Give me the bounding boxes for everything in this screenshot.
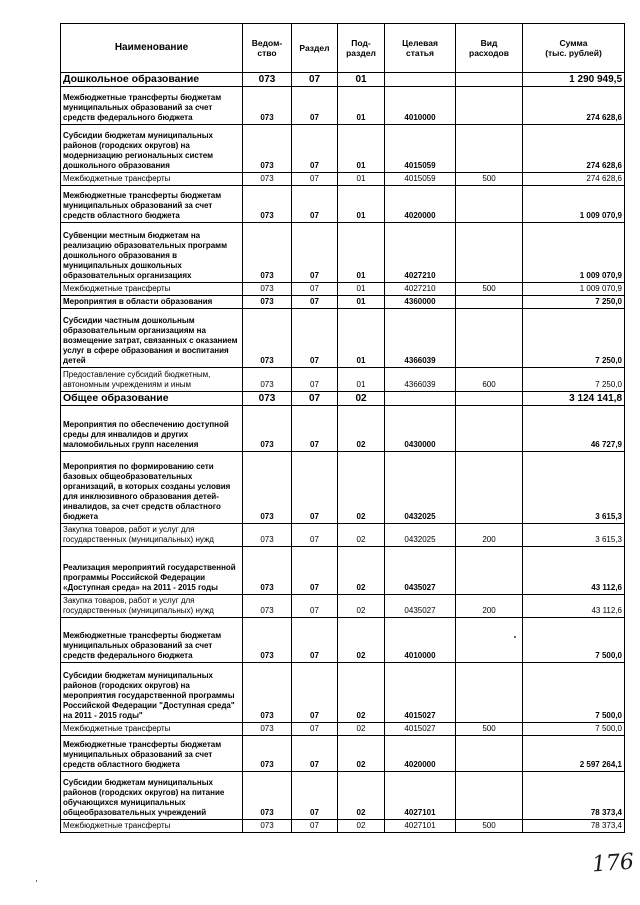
cell-name: Предоставление субсидий бюджетным, автономным учреждениям и иным	[61, 368, 243, 392]
cell-vid-rashodov	[456, 547, 523, 595]
cell-name: Межбюджетные трансферты	[61, 283, 243, 296]
table-row	[61, 73, 625, 87]
cell-razdel: 07	[292, 618, 338, 663]
cell-summa: 1 009 070,9	[523, 283, 625, 296]
cell-podrazdel: 02	[338, 452, 385, 524]
cell-vedomstvo: 073	[243, 223, 292, 283]
cell-celevaya-statya: 0432025	[385, 452, 456, 524]
cell-name: Закупка товаров, работ и услуг для государственных (муниципальных) нужд	[61, 595, 243, 618]
scan-mark	[36, 880, 37, 882]
cell-podrazdel: 02	[338, 772, 385, 820]
handwritten-page-number: 176	[591, 849, 635, 878]
cell-razdel: 07	[292, 736, 338, 772]
cell-celevaya-statya: 4015027	[385, 723, 456, 736]
cell-name: Межбюджетные трансферты бюджетам муниципальных образований за счет средств федерального бюджета	[61, 618, 243, 663]
cell-celevaya-statya: 0435027	[385, 595, 456, 618]
cell-celevaya-statya: 4366039	[385, 309, 456, 368]
cell-razdel: 07	[292, 772, 338, 820]
cell-podrazdel: 02	[338, 723, 385, 736]
cell-summa: 274 628,6	[523, 87, 625, 125]
cell-celevaya-statya: 4366039	[385, 368, 456, 392]
cell-vedomstvo: 073	[243, 452, 292, 524]
cell-summa: 7 500,0	[523, 618, 625, 663]
cell-podrazdel: 02	[338, 820, 385, 833]
header-summa: Сумма (тыс. рублей)	[523, 24, 625, 73]
cell-vedomstvo: 073	[243, 392, 292, 406]
cell-celevaya-statya: 4010000	[385, 87, 456, 125]
cell-vid-rashodov: 500	[456, 723, 523, 736]
cell-name: Межбюджетные трансферты	[61, 723, 243, 736]
table-row	[61, 547, 625, 595]
budget-table	[60, 23, 625, 833]
header-razdel: Раздел	[292, 24, 338, 73]
cell-celevaya-statya: 0430000	[385, 406, 456, 452]
cell-vedomstvo: 073	[243, 186, 292, 223]
cell-name: Дошкольное образование	[61, 73, 243, 87]
cell-vid-rashodov	[456, 309, 523, 368]
cell-vedomstvo: 073	[243, 173, 292, 186]
header-vedomstvo: Ведом- ство	[243, 24, 292, 73]
cell-name: Субвенции местным бюджетам на реализацию образовательных программ дошкольного образования в муниципальных дошкольных образовательных организациях	[61, 223, 243, 283]
table-row	[61, 595, 625, 618]
cell-vedomstvo: 073	[243, 820, 292, 833]
cell-celevaya-statya: 4027210	[385, 223, 456, 283]
cell-vedomstvo: 073	[243, 73, 292, 87]
table-row	[61, 392, 625, 406]
table-row	[61, 309, 625, 368]
table-row	[61, 723, 625, 736]
cell-summa: 7 250,0	[523, 309, 625, 368]
cell-celevaya-statya: 4020000	[385, 736, 456, 772]
cell-summa: 3 124 141,8	[523, 392, 625, 406]
cell-vid-rashodov: 500	[456, 283, 523, 296]
header-celevaya-statya: Целевая статья	[385, 24, 456, 73]
cell-vedomstvo: 073	[243, 125, 292, 173]
table-row	[61, 820, 625, 833]
cell-razdel: 07	[292, 452, 338, 524]
cell-podrazdel: 02	[338, 547, 385, 595]
cell-vid-rashodov	[456, 125, 523, 173]
cell-podrazdel: 01	[338, 283, 385, 296]
cell-vid-rashodov	[456, 87, 523, 125]
cell-summa: 1 290 949,5	[523, 73, 625, 87]
cell-podrazdel: 02	[338, 392, 385, 406]
cell-summa: 274 628,6	[523, 173, 625, 186]
cell-summa: 46 727,9	[523, 406, 625, 452]
table-row	[61, 618, 625, 663]
cell-razdel: 07	[292, 173, 338, 186]
cell-razdel: 07	[292, 406, 338, 452]
cell-vid-rashodov	[456, 186, 523, 223]
cell-podrazdel: 02	[338, 618, 385, 663]
header-row	[61, 24, 625, 73]
cell-name: Межбюджетные трансферты бюджетам муниципальных образований за счет средств областного бюджета	[61, 186, 243, 223]
cell-summa: 43 112,6	[523, 547, 625, 595]
table-row	[61, 186, 625, 223]
cell-vid-rashodov: 200	[456, 524, 523, 547]
cell-razdel: 07	[292, 547, 338, 595]
cell-celevaya-statya: 4027101	[385, 820, 456, 833]
cell-vedomstvo: 073	[243, 87, 292, 125]
cell-vid-rashodov	[456, 663, 523, 723]
cell-vedomstvo: 073	[243, 595, 292, 618]
cell-summa: 7 250,0	[523, 296, 625, 309]
cell-podrazdel: 01	[338, 296, 385, 309]
cell-podrazdel: 01	[338, 368, 385, 392]
cell-vedomstvo: 073	[243, 663, 292, 723]
cell-vid-rashodov	[456, 392, 523, 406]
cell-name: Закупка товаров, работ и услуг для государственных (муниципальных) нужд	[61, 524, 243, 547]
cell-summa: 274 628,6	[523, 125, 625, 173]
cell-razdel: 07	[292, 73, 338, 87]
cell-podrazdel: 01	[338, 309, 385, 368]
table-body	[61, 73, 625, 833]
cell-podrazdel: 02	[338, 406, 385, 452]
cell-name: Мероприятия по обеспечению доступной среды для инвалидов и других маломобильных групп населения	[61, 406, 243, 452]
cell-vid-rashodov	[456, 772, 523, 820]
table-row	[61, 368, 625, 392]
cell-celevaya-statya: 4015059	[385, 125, 456, 173]
cell-podrazdel: 01	[338, 87, 385, 125]
scan-speck	[514, 636, 516, 638]
table-row	[61, 663, 625, 723]
table-row	[61, 296, 625, 309]
cell-podrazdel: 02	[338, 524, 385, 547]
table-row	[61, 87, 625, 125]
cell-vedomstvo: 073	[243, 547, 292, 595]
cell-vid-rashodov: 600	[456, 368, 523, 392]
cell-summa: 1 009 070,9	[523, 186, 625, 223]
table-row	[61, 283, 625, 296]
table-row	[61, 125, 625, 173]
cell-podrazdel: 01	[338, 223, 385, 283]
cell-razdel: 07	[292, 125, 338, 173]
cell-summa: 3 615,3	[523, 452, 625, 524]
table-row	[61, 524, 625, 547]
table-row	[61, 223, 625, 283]
cell-vedomstvo: 073	[243, 406, 292, 452]
cell-podrazdel: 01	[338, 73, 385, 87]
cell-name: Межбюджетные трансферты бюджетам муниципальных образований за счет средств областного бюджета	[61, 736, 243, 772]
cell-name: Межбюджетные трансферты	[61, 820, 243, 833]
cell-name: Субсидии бюджетам муниципальных районов (городских округов) на модернизацию региональных систем дошкольного образования	[61, 125, 243, 173]
cell-celevaya-statya: 0432025	[385, 524, 456, 547]
cell-podrazdel: 02	[338, 595, 385, 618]
cell-vid-rashodov	[456, 618, 523, 663]
cell-celevaya-statya: 4020000	[385, 186, 456, 223]
cell-vid-rashodov	[456, 736, 523, 772]
cell-name: Мероприятия в области образования	[61, 296, 243, 309]
cell-razdel: 07	[292, 368, 338, 392]
cell-podrazdel: 01	[338, 186, 385, 223]
cell-celevaya-statya: 4015059	[385, 173, 456, 186]
cell-vedomstvo: 073	[243, 368, 292, 392]
header-name: Наименование	[61, 24, 243, 73]
cell-name: Субсидии частным дошкольным образовательным организациям на возмещение затрат, связанных с оказанием услуг в сфере образования и воспитания детей	[61, 309, 243, 368]
cell-razdel: 07	[292, 296, 338, 309]
cell-podrazdel: 02	[338, 663, 385, 723]
cell-name: Межбюджетные трансферты бюджетам муниципальных образований за счет средств федерального бюджета	[61, 87, 243, 125]
budget-document	[60, 23, 624, 833]
cell-vedomstvo: 073	[243, 618, 292, 663]
cell-celevaya-statya	[385, 392, 456, 406]
cell-razdel: 07	[292, 223, 338, 283]
cell-name: Общее образование	[61, 392, 243, 406]
cell-razdel: 07	[292, 309, 338, 368]
table-row	[61, 452, 625, 524]
cell-razdel: 07	[292, 186, 338, 223]
table-row	[61, 736, 625, 772]
cell-razdel: 07	[292, 820, 338, 833]
cell-name: Реализация мероприятий государственной программы Российской Федерации «Доступная среда» на 2011 - 2015 годы	[61, 547, 243, 595]
cell-summa: 7 500,0	[523, 723, 625, 736]
cell-summa: 7 250,0	[523, 368, 625, 392]
cell-vid-rashodov	[456, 406, 523, 452]
table-row	[61, 772, 625, 820]
cell-celevaya-statya: 0435027	[385, 547, 456, 595]
cell-celevaya-statya	[385, 73, 456, 87]
cell-razdel: 07	[292, 283, 338, 296]
cell-vedomstvo: 073	[243, 723, 292, 736]
cell-name: Субсидии бюджетам муниципальных районов (городских округов) на питание обучающихся муниципальных общеобразовательных учреждений	[61, 772, 243, 820]
cell-celevaya-statya: 4015027	[385, 663, 456, 723]
cell-vedomstvo: 073	[243, 736, 292, 772]
cell-summa: 43 112,6	[523, 595, 625, 618]
cell-razdel: 07	[292, 392, 338, 406]
cell-vid-rashodov: 500	[456, 820, 523, 833]
cell-razdel: 07	[292, 524, 338, 547]
cell-vid-rashodov	[456, 296, 523, 309]
cell-summa: 2 597 264,1	[523, 736, 625, 772]
cell-summa: 78 373,4	[523, 820, 625, 833]
cell-vedomstvo: 073	[243, 283, 292, 296]
cell-celevaya-statya: 4010000	[385, 618, 456, 663]
cell-celevaya-statya: 4027101	[385, 772, 456, 820]
table-row	[61, 173, 625, 186]
table-row	[61, 406, 625, 452]
cell-celevaya-statya: 4027210	[385, 283, 456, 296]
cell-name: Межбюджетные трансферты	[61, 173, 243, 186]
cell-celevaya-statya: 4360000	[385, 296, 456, 309]
cell-vedomstvo: 073	[243, 524, 292, 547]
header-podrazdel: Под- раздел	[338, 24, 385, 73]
cell-vedomstvo: 073	[243, 309, 292, 368]
cell-vid-rashodov	[456, 73, 523, 87]
cell-podrazdel: 02	[338, 736, 385, 772]
cell-razdel: 07	[292, 595, 338, 618]
cell-razdel: 07	[292, 87, 338, 125]
cell-vid-rashodov	[456, 452, 523, 524]
cell-podrazdel: 01	[338, 173, 385, 186]
cell-summa: 78 373,4	[523, 772, 625, 820]
header-vid-rashodov: Вид расходов	[456, 24, 523, 73]
cell-vid-rashodov: 500	[456, 173, 523, 186]
cell-summa: 1 009 070,9	[523, 223, 625, 283]
cell-vedomstvo: 073	[243, 772, 292, 820]
cell-name: Субсидии бюджетам муниципальных районов (городских округов) на мероприятия государственной программы Российской Федерации "Доступная среда" на 2011 - 2015 годы"	[61, 663, 243, 723]
cell-razdel: 07	[292, 663, 338, 723]
cell-name: Мероприятия по формированию сети базовых общеобразовательных организаций, в которых созданы условия для инклюзивного образования детей-инвалидов, за счет средств областного бюджета	[61, 452, 243, 524]
cell-vedomstvo: 073	[243, 296, 292, 309]
cell-vid-rashodov: 200	[456, 595, 523, 618]
cell-podrazdel: 01	[338, 125, 385, 173]
cell-summa: 3 615,3	[523, 524, 625, 547]
cell-razdel: 07	[292, 723, 338, 736]
cell-vid-rashodov	[456, 223, 523, 283]
cell-summa: 7 500,0	[523, 663, 625, 723]
